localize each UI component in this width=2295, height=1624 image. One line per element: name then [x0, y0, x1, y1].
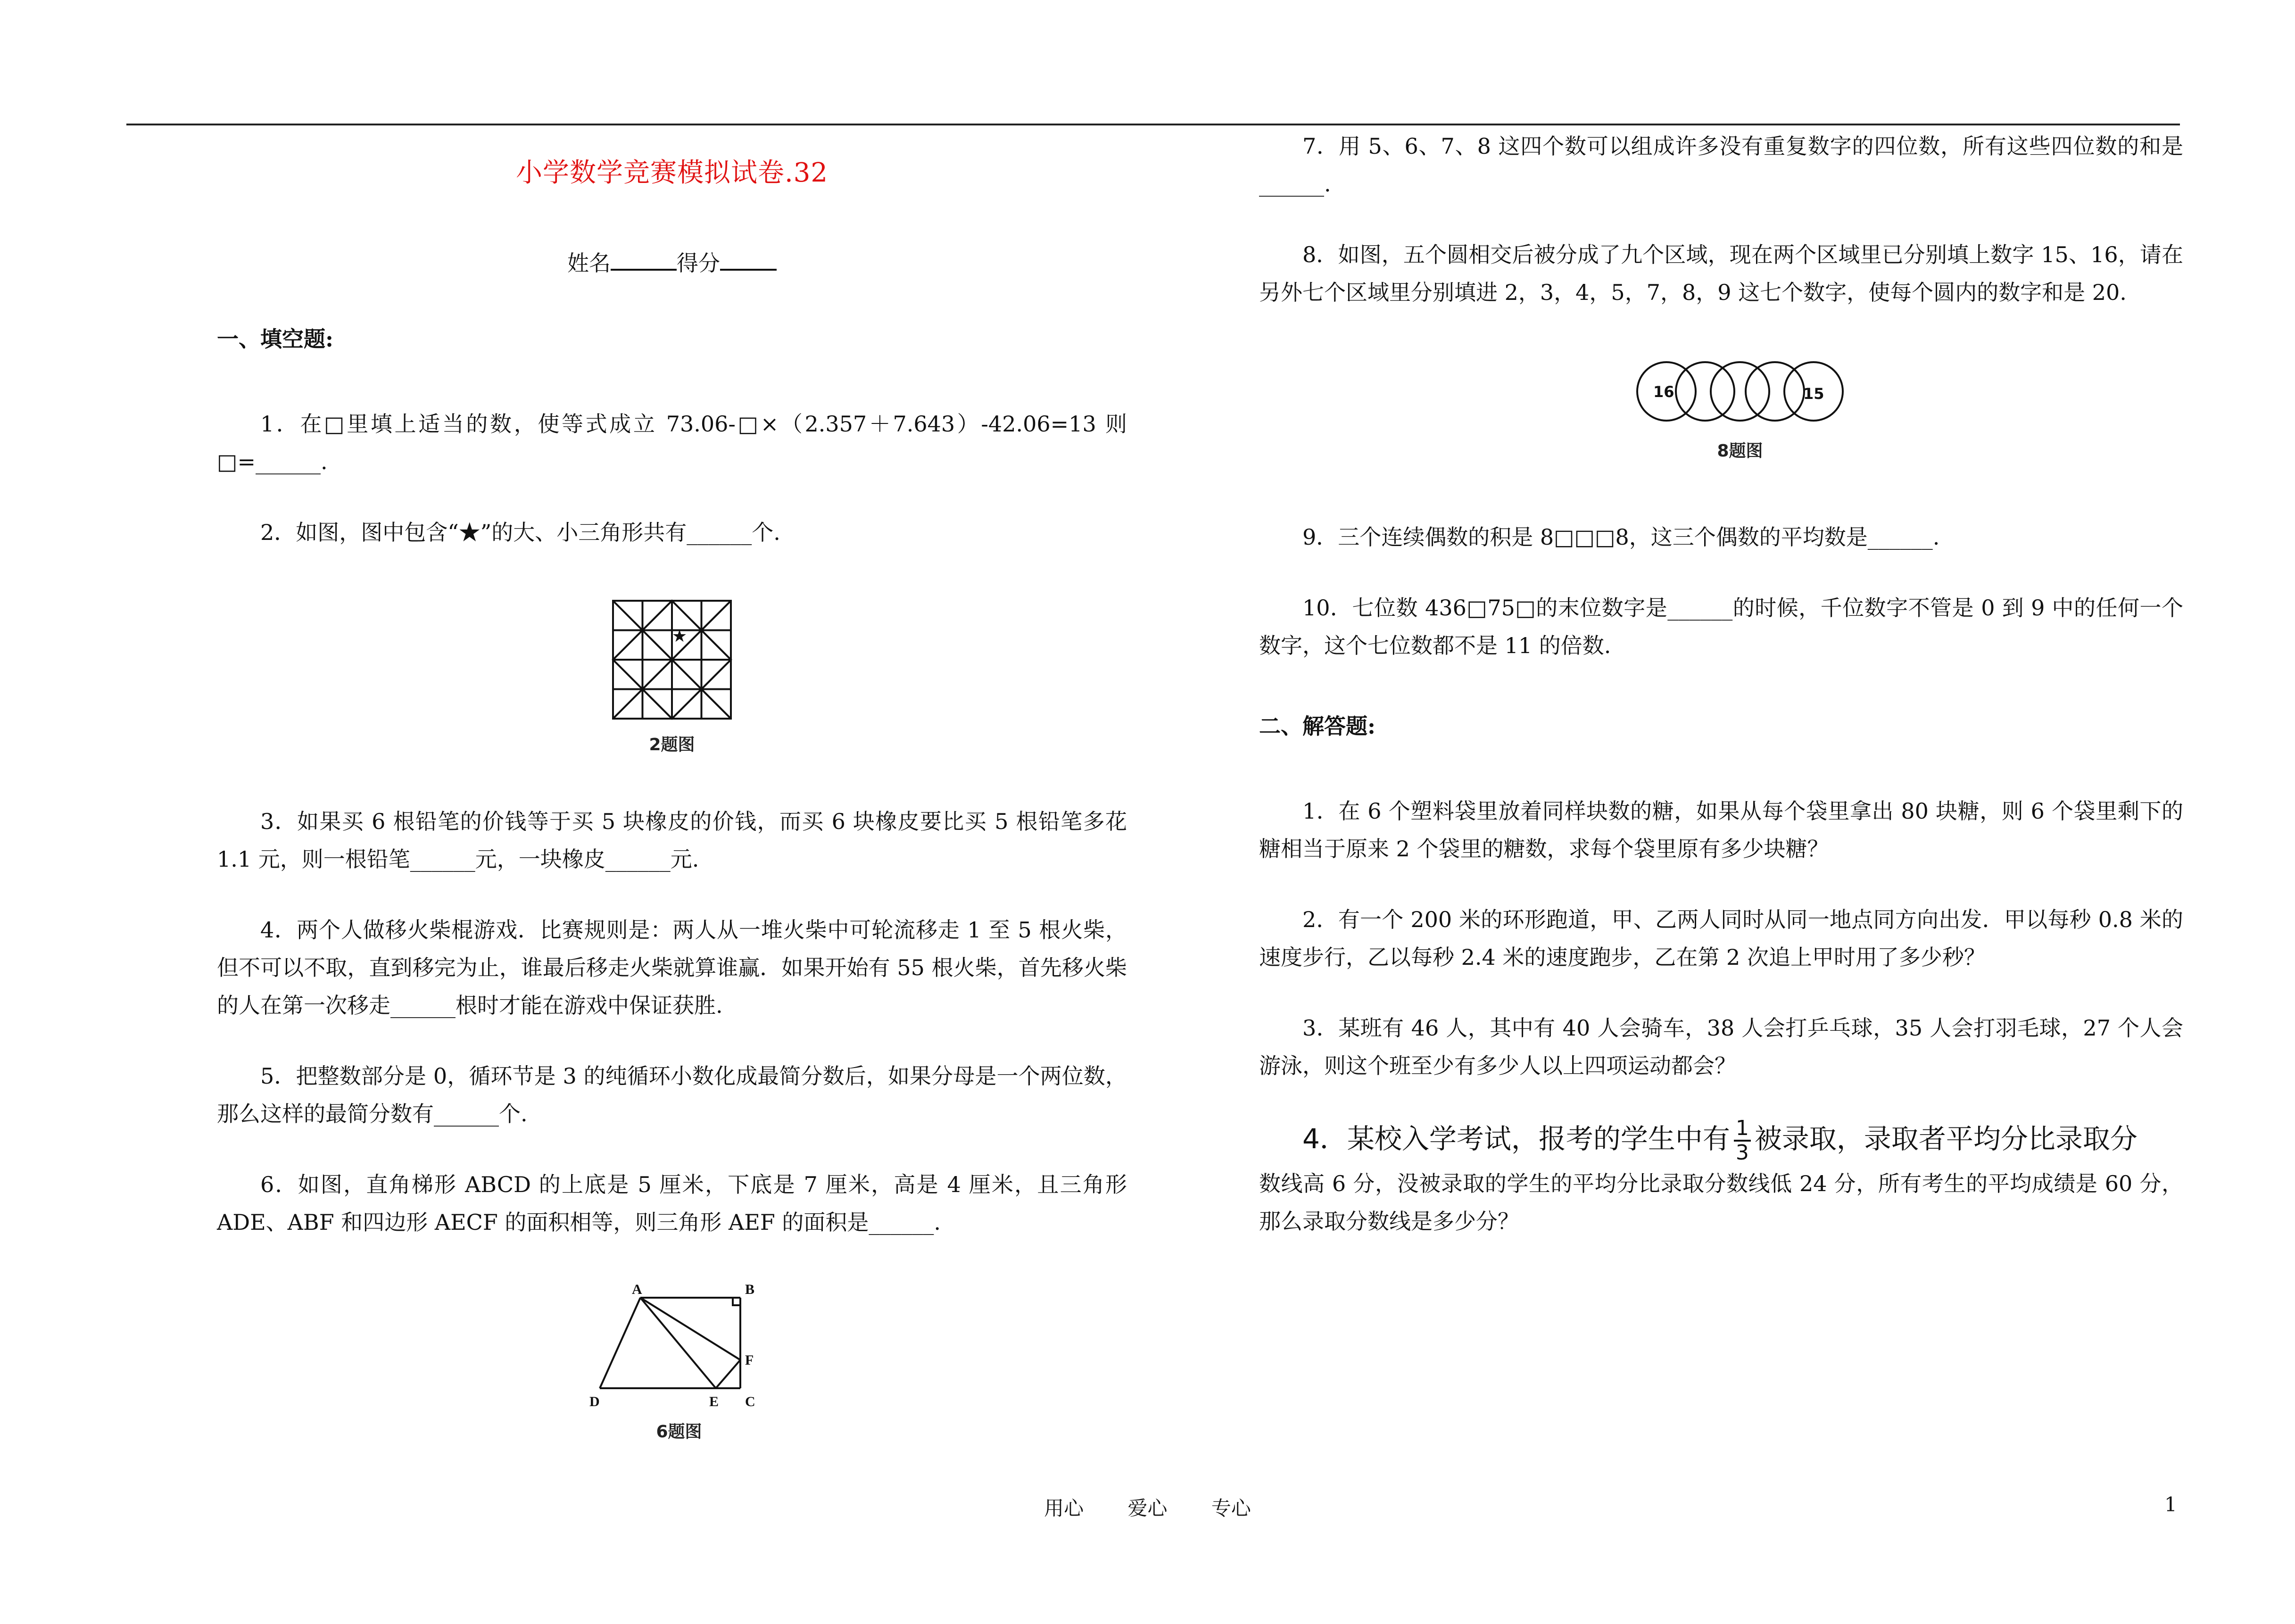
- label-F: F: [745, 1352, 754, 1368]
- footer: [0, 1493, 2295, 1521]
- name-score-line: [217, 246, 1127, 277]
- answer-question-4-body: 数线高 6 分，没被录取的学生的平均分比录取分数线低 24 分，所有考生的平均成绩是 60 分，那么录取分数线是多少分？: [1259, 1171, 2183, 1234]
- question-8: 8．如图，五个圆相交后被分成了九个区域，现在两个区域里已分别填上数字 15、16，请在另外七个区域里分别填进 2，3，4，5，7，8，9 这七个数字，使每个圆内的数字和是 20.: [1259, 242, 2183, 305]
- star-marker: ★: [671, 627, 688, 646]
- trapezoid-diagram: [575, 1279, 773, 1411]
- footer-item: 用心: [1044, 1497, 1084, 1520]
- figure-2-caption: 2题图: [649, 735, 695, 754]
- page-number: 1: [2164, 1493, 2177, 1516]
- footer-item: 爱心: [1127, 1497, 1168, 1520]
- answer-question-4-heading: [1259, 1113, 2183, 1165]
- section-answer: 二、解答题:: [1259, 713, 1375, 739]
- label-E: E: [709, 1394, 719, 1409]
- a4-head: 4．某校入学考试，报考的学生中有: [1302, 1123, 1730, 1155]
- answer-question-3: 3．某班有 46 人，其中有 40 人会骑车，38 人会打乒乓球，35 人会打羽毛球，27 个人会游泳，则这个班至少有多少人以上四项运动都会？: [1259, 1015, 2183, 1078]
- figure-2: [611, 598, 733, 755]
- name-blank: [611, 250, 677, 271]
- question-6: 6．如图，直角梯形 ABCD 的上底是 5 厘米，下底是 7 厘米，高是 4 厘米，且三角形 ADE、ABF 和四边形 AECF 的面积相等，则三角形 AEF 的面积是______.: [217, 1172, 1127, 1235]
- fraction-denominator: 3: [1735, 1140, 1749, 1165]
- footer-item: 专心: [1211, 1497, 1251, 1520]
- question-5: 5．把整数部分是 0，循环节是 3 的纯循环小数化成最简分数后，如果分母是一个两位数，那么这样的最简分数有______个.: [217, 1063, 1127, 1127]
- figure-8: [1636, 354, 1844, 462]
- figure-8-caption: 8题图: [1717, 441, 1763, 461]
- question-10: 10．七位数 436□75□的末位数字是______的时候，千位数字不管是 0 到 9 中的任何一个数字，这个七位数都不是 11 的倍数.: [1259, 595, 2183, 658]
- label-D: D: [589, 1394, 600, 1409]
- question-2: 2．如图，图中包含“★”的大、小三角形共有______个.: [260, 520, 780, 545]
- question-4: 4．两个人做移火柴棍游戏．比赛规则是：两人从一堆火柴中可轮流移走 1 至 5 根火柴，但不可以不取，直到移完为止，谁最后移走火柴就算谁赢．如果开始有 55 根火柴，首先移火柴的人在第一次移走______根时才能在游戏中保证获胜.: [217, 917, 1127, 1018]
- figure-6: [575, 1279, 773, 1442]
- score-blank: [720, 250, 777, 271]
- five-circles-diagram: [1636, 354, 1844, 429]
- left-column: [217, 141, 1127, 1442]
- question-1: 1．在□里填上适当的数，使等式成立 73.06-□×（2.357＋7.643）-42.06=13 则□=______.: [217, 411, 1127, 474]
- fraction-one-third: [1734, 1117, 1751, 1164]
- label-C: C: [745, 1394, 755, 1409]
- label-B: B: [745, 1282, 755, 1297]
- name-label: 姓名: [567, 250, 611, 276]
- question-7: 7．用 5、6、7、8 这四个数可以组成许多没有重复数字的四位数，所有这些四位数的和是______.: [1259, 133, 2183, 197]
- circle-label-15: 15: [1803, 385, 1824, 403]
- right-column: [1259, 127, 2183, 1240]
- a4-mid: 被录取，录取者平均分比录取分: [1754, 1123, 2138, 1155]
- label-A: A: [632, 1282, 642, 1297]
- figure-6-caption: 6题图: [656, 1422, 702, 1442]
- question-9: 9．三个连续偶数的积是 8□□□8，这三个偶数的平均数是______.: [1302, 524, 1940, 550]
- circle-label-16: 16: [1653, 383, 1674, 401]
- grid-triangle-diagram: [611, 598, 733, 721]
- question-3: 3．如果买 6 根铅笔的价钱等于买 5 块橡皮的价钱，而买 6 块橡皮要比买 5 根铅笔多花 1.1 元，则一根铅笔______元，一块橡皮______元.: [217, 809, 1127, 872]
- score-label: 得分: [677, 250, 720, 276]
- page-title: 小学数学竞赛模拟试卷.32: [515, 157, 829, 188]
- answer-question-1: 1．在 6 个塑料袋里放着同样块数的糖，如果从每个袋里拿出 80 块糖，则 6 个袋里剩下的糖相当于原来 2 个袋里的糖数，求每个袋里原有多少块糖？: [1259, 798, 2183, 862]
- answer-question-2: 2．有一个 200 米的环形跑道，甲、乙两人同时从同一地点同方向出发．甲以每秒 0.8 米的速度步行，乙以每秒 2.4 米的速度跑步，乙在第 2 次追上甲时用了多少秒？: [1259, 907, 2183, 970]
- section-fill-in: 一、填空题:: [217, 326, 333, 352]
- fraction-numerator: 1: [1734, 1117, 1751, 1142]
- header-rule: [126, 124, 2180, 125]
